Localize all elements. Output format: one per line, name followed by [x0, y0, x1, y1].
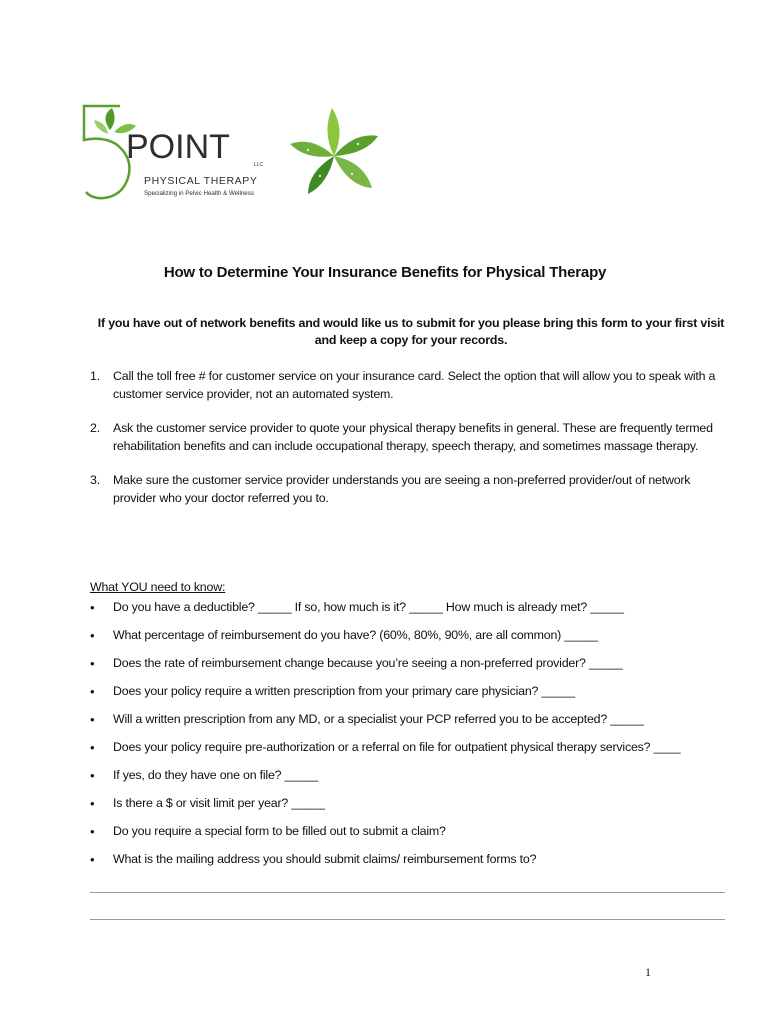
page-number: 1 — [645, 965, 651, 979]
question-item — [90, 796, 730, 824]
five-leaf-flower-icon — [290, 108, 378, 194]
step-item — [90, 367, 730, 403]
step-number: 2. — [90, 421, 100, 435]
questions-list — [90, 600, 730, 880]
bullet-icon: • — [90, 712, 95, 727]
brand-tagline-text: Specializing in Pelvic Health & Wellness — [144, 190, 254, 197]
question-item — [90, 852, 730, 880]
bullet-icon: • — [90, 656, 95, 671]
bullet-icon: • — [90, 852, 95, 867]
answer-line — [90, 892, 725, 893]
question-item — [90, 684, 730, 712]
document-title: How to Determine Your Insurance Benefits for Physical Therapy — [163, 264, 607, 281]
bullet-icon: • — [90, 684, 95, 699]
question-item — [90, 628, 730, 656]
question-item — [90, 824, 730, 852]
step-item — [90, 419, 730, 455]
what-you-need-to-know-heading: What YOU need to know: — [90, 580, 226, 594]
question-item — [90, 740, 730, 768]
step-number: 1. — [90, 369, 100, 383]
question-text: Does your policy require pre-authorization or a referral on file for outpatient physical therapy services? ____ — [113, 740, 681, 754]
intro-instructions: If you have out of network benefits and would like us to submit for you please bring this form to your first visit and keep a copy for your records. — [97, 316, 725, 347]
step-number: 3. — [90, 473, 100, 487]
question-item — [90, 656, 730, 684]
bullet-icon: • — [90, 796, 95, 811]
question-item — [90, 712, 730, 740]
question-item — [90, 768, 730, 796]
question-text: Do you require a special form to be filled out to submit a claim? — [113, 824, 446, 838]
question-text: If yes, do they have one on file? _____ — [113, 768, 319, 782]
answer-line — [90, 919, 725, 920]
steps-list — [90, 367, 730, 523]
bullet-icon: • — [90, 628, 95, 643]
question-text: Does the rate of reimbursement change because you’re seeing a non-preferred provider? _____ — [113, 656, 623, 670]
question-text: Will a written prescription from any MD, or a specialist your PCP referred you to be accepted? _____ — [113, 712, 644, 726]
question-text: Is there a $ or visit limit per year? _____ — [113, 796, 325, 810]
brand-name-text: POINT — [126, 128, 230, 166]
question-text: Do you have a deductible? _____ If so, how much is it? _____ How much is already met? _____ — [113, 600, 624, 614]
bullet-icon: • — [90, 824, 95, 839]
step-text: Make sure the customer service provider understands you are seeing a non-preferred provider/out of network provider who your doctor referred you to. — [113, 473, 691, 505]
bullet-icon: • — [90, 740, 95, 755]
step-item — [90, 471, 730, 507]
bullet-icon: • — [90, 768, 95, 783]
question-text: Does your policy require a written prescription from your primary care physician? _____ — [113, 684, 575, 698]
company-logo — [82, 100, 392, 210]
brand-subtitle-text: PHYSICAL THERAPY — [144, 175, 258, 187]
bullet-icon: • — [90, 600, 95, 615]
step-text: Call the toll free # for customer service on your insurance card. Select the option that will allow you to speak with a customer service provider, not an automated system. — [113, 369, 716, 401]
question-item — [90, 600, 730, 628]
step-text: Ask the customer service provider to quote your physical therapy benefits in general. These are frequently termed rehabilitation benefits and can include occupational therapy, speech therapy, and sometimes massage therapy. — [113, 421, 713, 453]
brand-suffix-text: LLC — [254, 162, 264, 168]
question-text: What is the mailing address you should submit claims/ reimbursement forms to? — [113, 852, 537, 866]
question-text: What percentage of reimbursement do you have? (60%, 80%, 90%, are all common) _____ — [113, 628, 598, 642]
